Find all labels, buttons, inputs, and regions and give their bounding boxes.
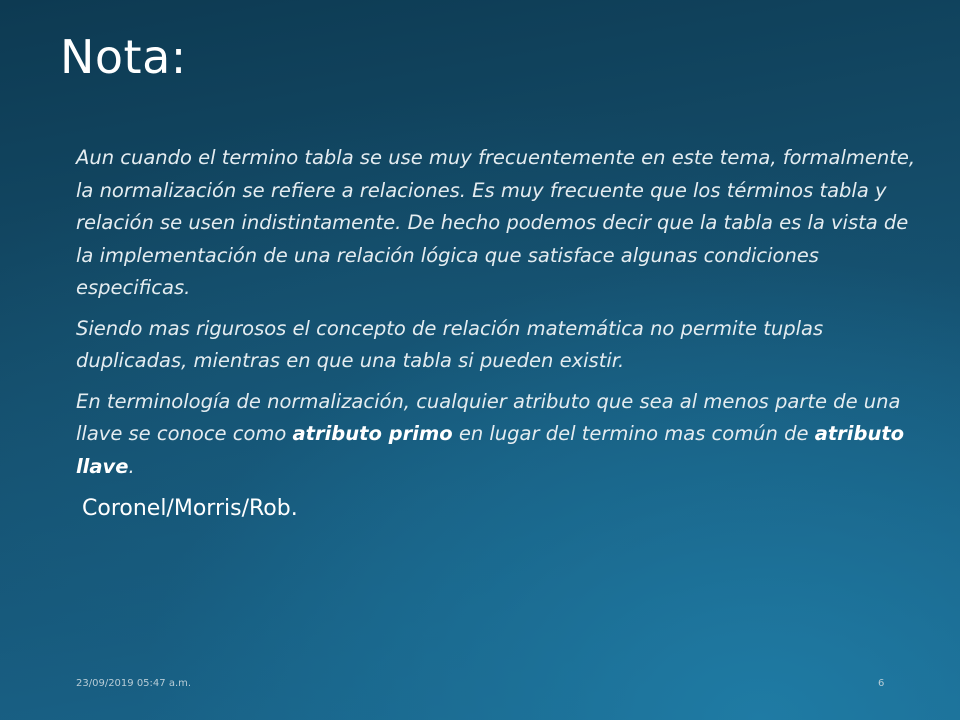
paragraph-text-part: en lugar del termino mas común de bbox=[452, 422, 815, 445]
slide-body bbox=[76, 142, 916, 527]
bold-term-prime-attribute: atributo primo bbox=[292, 422, 453, 445]
paragraph-prime-attribute bbox=[76, 386, 916, 484]
paragraph-text-part: . bbox=[128, 454, 135, 478]
source-credit: Coronel/Morris/Rob. bbox=[82, 496, 298, 521]
footer-date: 23/09/2019 05:47 a.m. bbox=[76, 678, 192, 689]
paragraph-text-part: En terminología de normalización, cualquier atributo que sea al menos parte de una llave se conoce como bbox=[76, 389, 901, 445]
slide-title: Nota: bbox=[60, 30, 187, 84]
footer-page-number: 6 bbox=[878, 678, 885, 689]
bold-term-key-attribute: atributo llave bbox=[76, 422, 905, 478]
paragraph-terminology: Aun cuando el termino tabla se use muy frecuentemente en este tema, formalmente, la normalización se refiere a relaciones. Es muy frecuente que los términos tabla y relación se usen indistintamente. De hecho podemos decir que la tabla es la vista de la implementación de una relación lógica que satisface algunas condiciones especificas. bbox=[76, 146, 916, 299]
paragraph-rigor: Siendo mas rigurosos el concepto de relación matemática no permite tuplas duplicadas, mientras en que una tabla si pueden existir. bbox=[76, 316, 824, 372]
